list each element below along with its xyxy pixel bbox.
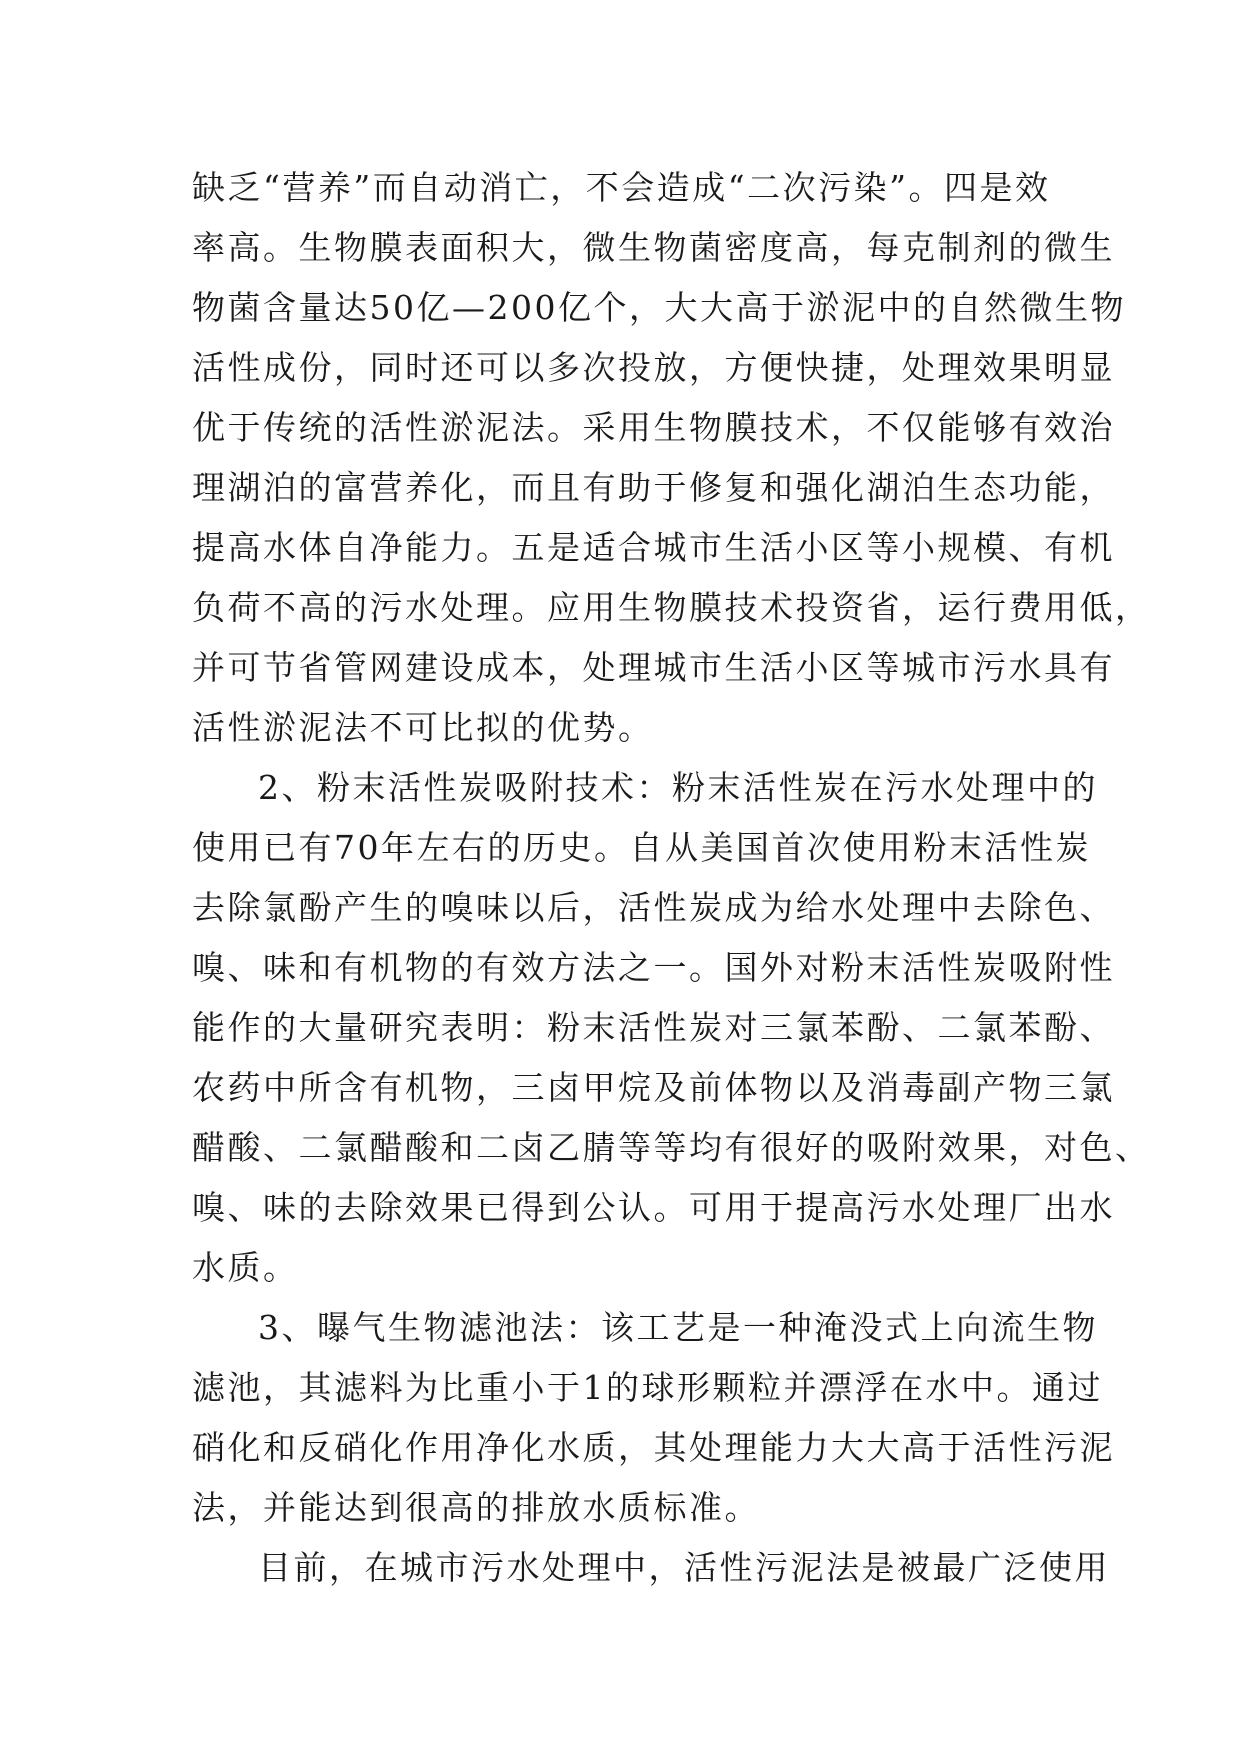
text-line: 率高。生物膜表面积大，微生物菌密度高，每克制剂的微生 [192, 228, 1115, 267]
text-line: 嗅、味的去除效果已得到公认。可用于提高污水处理厂出水 [192, 1188, 1115, 1227]
text-line: 能作的大量研究表明：粉末活性炭对三氯苯酚、二氯苯酚、 [192, 1008, 1115, 1047]
body-text [192, 158, 1151, 1598]
text-line: 并可节省管网建设成本，处理城市生活小区等城市污水具有 [192, 648, 1115, 687]
text-line: 水质。 [192, 1248, 299, 1287]
text-line: 活性成份，同时还可以多次投放，方便快捷，处理效果明显 [192, 348, 1115, 387]
text-line: 缺乏“营养”而自动消亡，不会造成“二次污染”。四是效 [192, 168, 1051, 207]
text-line: 负荷不高的污水处理。应用生物膜技术投资省，运行费用低， [192, 588, 1151, 627]
text-line: 农药中所含有机物，三卤甲烷及前体物以及消毒副产物三氯 [192, 1068, 1115, 1107]
text-line: 去除氯酚产生的嗅味以后，活性炭成为给水处理中去除色、 [192, 888, 1115, 927]
text-line: 提高水体自净能力。五是适合城市生活小区等小规模、有机 [192, 528, 1115, 567]
text-line: 物菌含量达50亿—200亿个，大大高于淤泥中的自然微生物 [192, 288, 1126, 327]
text-line: 活性淤泥法不可比拟的优势。 [192, 708, 654, 747]
text-line: 使用已有70年左右的历史。自从美国首次使用粉末活性炭 [192, 828, 1091, 867]
text-line: 嗅、味和有机物的有效方法之一。国外对粉末活性炭吸附性 [192, 948, 1115, 987]
text-line: 法，并能达到很高的排放水质标准。 [192, 1488, 760, 1527]
text-line-paragraph-start: 3、曝气生物滤池法：该工艺是一种淹没式上向流生物 [258, 1308, 1098, 1347]
text-line: 理湖泊的富营养化，而且有助于修复和强化湖泊生态功能， [192, 468, 1115, 507]
text-line-paragraph-start: 2、粉末活性炭吸附技术：粉末活性炭在污水处理中的 [258, 768, 1098, 807]
text-line: 醋酸、二氯醋酸和二卤乙腈等等均有很好的吸附效果，对色、 [192, 1128, 1151, 1167]
text-line: 硝化和反硝化作用净化水质，其处理能力大大高于活性污泥 [192, 1428, 1115, 1467]
text-line: 优于传统的活性淤泥法。采用生物膜技术，不仅能够有效治 [192, 408, 1115, 447]
text-line: 滤池，其滤料为比重小于1的球形颗粒并漂浮在水中。通过 [192, 1368, 1103, 1407]
text-line-paragraph-start: 目前，在城市污水处理中，活性污泥法是被最广泛使用 [258, 1548, 1110, 1587]
